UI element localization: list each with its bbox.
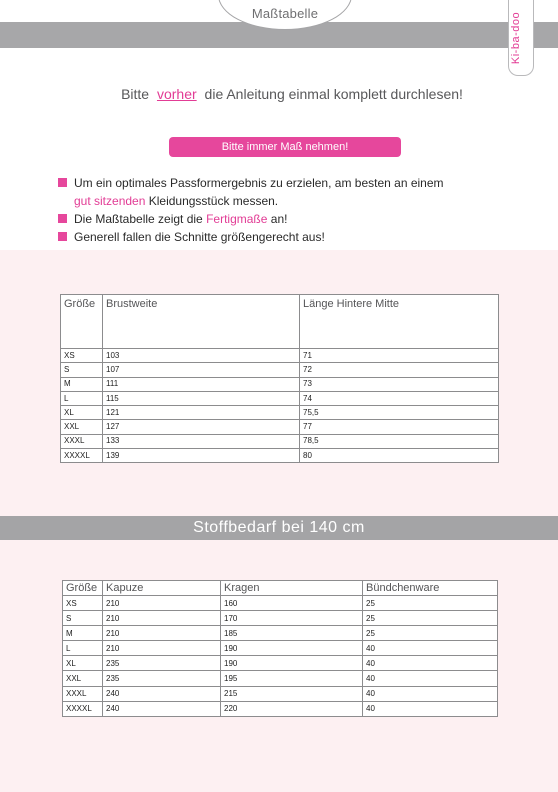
table-row: [63, 596, 498, 611]
table-row: [63, 686, 498, 701]
table-cell: M: [63, 626, 103, 641]
table-cell: 73: [300, 377, 499, 391]
table-cell: 210: [103, 596, 221, 611]
table-cell: XS: [63, 596, 103, 611]
bullet-item: [58, 228, 498, 246]
table-cell: 240: [103, 686, 221, 701]
table-cell: 80: [300, 449, 499, 463]
table-cell: 210: [103, 641, 221, 656]
table-cell: L: [63, 641, 103, 656]
table-row: [63, 656, 498, 671]
size-table-container: [60, 294, 499, 463]
column-header: Kragen: [221, 581, 363, 596]
table-cell: 195: [221, 671, 363, 686]
intro-highlight: vorher: [156, 86, 197, 102]
table-cell: 190: [221, 641, 363, 656]
column-header: Brustweite: [103, 295, 300, 349]
table-row: [63, 611, 498, 626]
section-title: Stoffbedarf bei 140 cm: [193, 519, 365, 536]
table-row: [61, 363, 499, 377]
bullet-square-icon: [58, 214, 67, 223]
column-header: Länge Hintere Mitte: [300, 295, 499, 349]
size-table: [60, 294, 499, 463]
table-row: [63, 626, 498, 641]
table-row: [63, 701, 498, 716]
page-title: Maßtabelle: [251, 6, 319, 21]
fabric-table-container: [62, 580, 498, 717]
column-header: Größe: [61, 295, 103, 349]
table-row: [63, 641, 498, 656]
table-cell: L: [61, 391, 103, 405]
table-cell: 40: [363, 701, 498, 716]
bullet-list: [58, 174, 498, 246]
table-cell: 115: [103, 391, 300, 405]
bullet-item: [58, 174, 498, 210]
table-cell: 78,5: [300, 434, 499, 448]
bullet-text: Generell fallen die Schnitte größengerecht aus!: [74, 230, 325, 244]
table-cell: 215: [221, 686, 363, 701]
table-cell: 25: [363, 596, 498, 611]
table-cell: 210: [103, 611, 221, 626]
table-cell: 170: [221, 611, 363, 626]
table-cell: 111: [103, 377, 300, 391]
table-cell: 25: [363, 611, 498, 626]
table-cell: XXXL: [61, 434, 103, 448]
notice-badge: Bitte immer Maß nehmen!: [169, 137, 401, 157]
table-cell: XXXL: [63, 686, 103, 701]
bullet-highlight: Fertigmaße: [206, 212, 268, 226]
bullet-text: Kleidungsstück messen.: [145, 194, 279, 208]
table-cell: 75,5: [300, 406, 499, 420]
bullet-highlight: gut sitzenden: [74, 194, 146, 208]
table-cell: XXXXL: [61, 449, 103, 463]
table-row: [61, 434, 499, 448]
table-cell: M: [61, 377, 103, 391]
table-cell: 77: [300, 420, 499, 434]
table-cell: 190: [221, 656, 363, 671]
bullet-square-icon: [58, 178, 67, 187]
table-cell: 40: [363, 671, 498, 686]
column-header: Kapuze: [103, 581, 221, 596]
table-cell: 235: [103, 671, 221, 686]
brand-logo-text: Ki-ba-doo: [510, 11, 522, 65]
table-header-row: [63, 581, 498, 596]
bullet-text: Um ein optimales Passformergebnis zu erzielen, am besten an einem: [74, 176, 444, 190]
intro-line: [0, 86, 558, 102]
table-cell: 25: [363, 626, 498, 641]
table-cell: XXXXL: [63, 701, 103, 716]
table-row: [61, 349, 499, 363]
bullet-square-icon: [58, 232, 67, 241]
table-row: [61, 449, 499, 463]
table-cell: 235: [103, 656, 221, 671]
table-cell: 127: [103, 420, 300, 434]
table-cell: 40: [363, 686, 498, 701]
column-header: Bündchenware: [363, 581, 498, 596]
table-cell: S: [63, 611, 103, 626]
intro-after: die Anleitung einmal komplett durchlesen!: [200, 86, 463, 102]
table-cell: S: [61, 363, 103, 377]
table-row: [61, 406, 499, 420]
table-cell: 107: [103, 363, 300, 377]
table-cell: 139: [103, 449, 300, 463]
table-cell: 103: [103, 349, 300, 363]
bullet-item: [58, 210, 498, 228]
table-row: [61, 391, 499, 405]
table-cell: 160: [221, 596, 363, 611]
table-row: [61, 420, 499, 434]
fabric-table: [62, 580, 498, 717]
table-cell: 121: [103, 406, 300, 420]
table-cell: 40: [363, 641, 498, 656]
intro-before: Bitte: [121, 86, 153, 102]
table-cell: XXL: [63, 671, 103, 686]
table-cell: 240: [103, 701, 221, 716]
bullet-text: an!: [267, 212, 288, 226]
table-cell: 40: [363, 656, 498, 671]
table-cell: XXL: [61, 420, 103, 434]
table-row: [63, 671, 498, 686]
bullet-text: Die Maßtabelle zeigt die: [74, 212, 207, 226]
table-cell: 220: [221, 701, 363, 716]
table-cell: 71: [300, 349, 499, 363]
table-row: [61, 377, 499, 391]
table-cell: 72: [300, 363, 499, 377]
table-cell: 210: [103, 626, 221, 641]
table-cell: XL: [63, 656, 103, 671]
table-cell: 133: [103, 434, 300, 448]
table-header-row: [61, 295, 499, 349]
column-header: Größe: [63, 581, 103, 596]
table-cell: XS: [61, 349, 103, 363]
table-cell: 185: [221, 626, 363, 641]
table-cell: XL: [61, 406, 103, 420]
table-cell: 74: [300, 391, 499, 405]
